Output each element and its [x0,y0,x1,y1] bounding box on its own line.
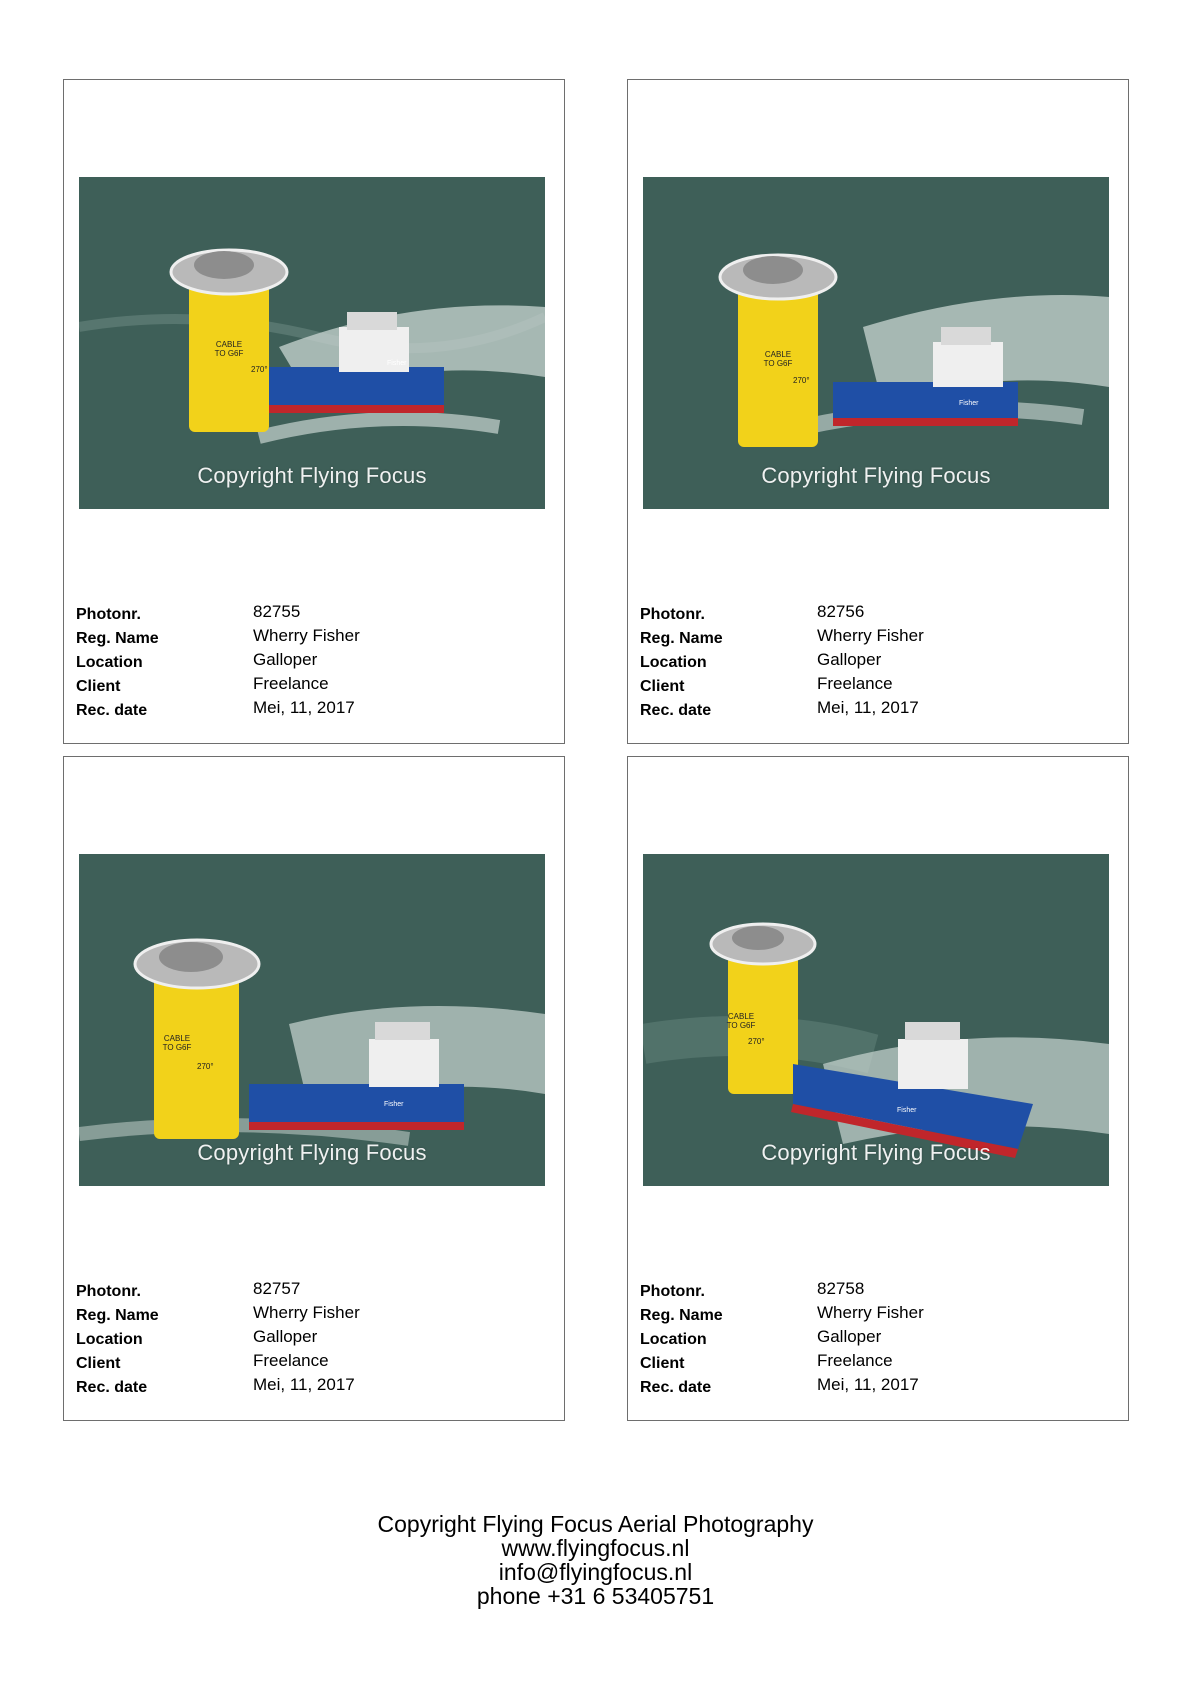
meta-row-client [76,674,546,698]
meta-value: Freelance [253,1351,329,1370]
meta-label: Location [640,654,707,671]
meta-value: Galloper [253,650,318,669]
meta-label: Location [76,1331,143,1348]
meta-row-photonr [76,1279,546,1303]
meta-label: Reg. Name [76,630,159,647]
meta-value: Galloper [817,1327,882,1346]
meta-label: Reg. Name [640,1307,723,1324]
meta-label: Rec. date [76,1379,148,1396]
meta-value: 82758 [817,1279,865,1298]
hull-brand-text: Fisher [897,1107,917,1114]
meta-value: Mei, 11, 2017 [253,698,355,717]
photo-card-1 [63,79,565,744]
tower-cable-text: CABLE [727,1012,755,1021]
meta-label: Rec. date [640,1379,712,1396]
meta-row-rec-date [76,1375,546,1399]
meta-value: Galloper [253,1327,318,1346]
meta-value: 82757 [253,1279,301,1298]
meta-row-location [76,650,546,674]
meta-label: Client [76,678,121,695]
meta-row-photonr [640,1279,1110,1303]
meta-row-rec-date [640,698,1110,722]
meta-label: Reg. Name [76,1307,159,1324]
meta-label: Photonr. [76,606,141,623]
meta-value: Wherry Fisher [253,1303,360,1322]
meta-label: Rec. date [640,702,712,719]
meta-label: Photonr. [76,1283,141,1300]
meta-row-location [76,1327,546,1351]
copyright-watermark: Copyright Flying Focus [197,1140,427,1165]
aerial-photo [79,854,545,1186]
aerial-photo [643,854,1109,1186]
meta-row-rec-date [640,1375,1110,1399]
meta-label: Client [76,1355,121,1372]
aerial-photo [643,177,1109,509]
photo-card-3 [63,756,565,1421]
photo-metadata [640,602,1110,722]
tower-heading-text: 270° [748,1037,765,1046]
meta-value: 82755 [253,602,301,621]
hull-brand-text: Fisher [387,360,407,367]
meta-label: Rec. date [76,702,148,719]
meta-label: Client [640,678,685,695]
footer-website-link[interactable]: www.flyingfocus.nl [501,1535,690,1561]
footer-copyright: Copyright Flying Focus Aerial Photography [377,1511,814,1537]
aerial-photo [79,177,545,509]
photo-metadata [76,602,546,722]
photo-card-4 [627,756,1129,1421]
meta-value: Mei, 11, 2017 [817,1375,919,1394]
footer-phone: phone +31 6 53405751 [476,1583,715,1609]
meta-value: 82756 [817,602,865,621]
tower-target-text: TO G6F [726,1021,756,1030]
meta-label: Reg. Name [640,630,723,647]
meta-value: Freelance [817,674,893,693]
tower-heading-text: 270° [251,365,268,374]
tower-heading-text: 270° [197,1062,214,1071]
copyright-watermark: Copyright Flying Focus [761,1140,991,1165]
meta-row-reg-name [640,1303,1110,1327]
meta-label: Client [640,1355,685,1372]
meta-value: Wherry Fisher [817,626,924,645]
meta-value: Galloper [817,650,882,669]
meta-value: Wherry Fisher [253,626,360,645]
meta-row-client [76,1351,546,1375]
meta-label: Photonr. [640,1283,705,1300]
hull-brand-text: Fisher [959,400,979,407]
photo-illustration [643,854,1109,1186]
meta-value: Freelance [817,1351,893,1370]
photo-illustration [643,177,1109,509]
copyright-watermark: Copyright Flying Focus [197,463,427,488]
photo-metadata [640,1279,1110,1399]
meta-row-photonr [76,602,546,626]
photo-card-2 [627,79,1129,744]
tower-cable-text: CABLE [764,350,792,359]
meta-label: Photonr. [640,606,705,623]
photo-metadata [76,1279,546,1399]
meta-row-reg-name [76,1303,546,1327]
meta-value: Mei, 11, 2017 [817,698,919,717]
footer-email-link[interactable]: info@flyingfocus.nl [498,1559,693,1585]
meta-row-location [640,1327,1110,1351]
meta-value: Mei, 11, 2017 [253,1375,355,1394]
photo-illustration [79,854,545,1186]
tower-target-text: TO G6F [162,1043,192,1052]
copyright-watermark: Copyright Flying Focus [761,463,991,488]
meta-row-reg-name [640,626,1110,650]
tower-target-text: TO G6F [214,349,244,358]
tower-heading-text: 270° [793,376,810,385]
meta-row-location [640,650,1110,674]
meta-value: Freelance [253,674,329,693]
meta-label: Location [76,654,143,671]
tower-cable-text: CABLE [215,340,243,349]
meta-row-reg-name [76,626,546,650]
tower-cable-text: CABLE [163,1034,191,1043]
photo-illustration [79,177,545,509]
tower-target-text: TO G6F [763,359,793,368]
hull-brand-text: Fisher [384,1101,404,1108]
page-footer [0,1512,1191,1608]
meta-value: Wherry Fisher [817,1303,924,1322]
meta-row-client [640,674,1110,698]
meta-row-client [640,1351,1110,1375]
meta-row-photonr [640,602,1110,626]
meta-row-rec-date [76,698,546,722]
meta-label: Location [640,1331,707,1348]
